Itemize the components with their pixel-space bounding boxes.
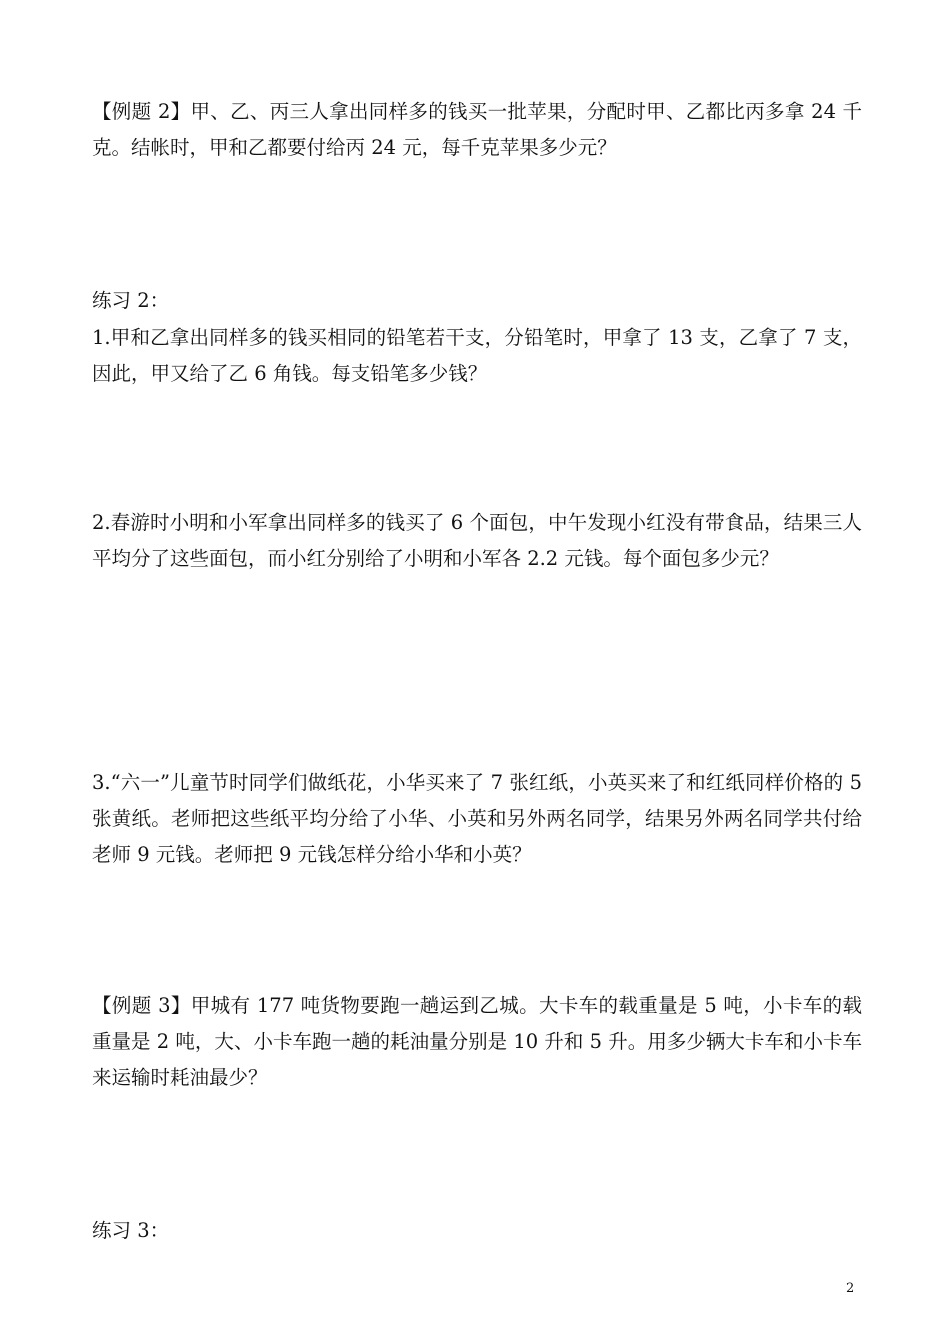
exercise-2-question-3: 3.“六一”儿童节时同学们做纸花，小华买来了 7 张红纸，小英买来了和红纸同样价格的 5 张黄纸。老师把这些纸平均分给了小华、小英和另外两名同学，结果另外两名同学共付给老师 9 元钱。老师把 9 元钱怎样分给小华和小英？ — [92, 771, 862, 866]
exercise-2-question-1: 1.甲和乙拿出同样多的钱买相同的铅笔若干支，分铅笔时，甲拿了 13 支，乙拿了 7 支，因此，甲又给了乙 6 角钱。每支铅笔多少钱？ — [92, 326, 862, 385]
exercise-2-heading: 练习 2： — [92, 289, 170, 312]
example-2-problem: 【例题 2】甲、乙、丙三人拿出同样多的钱买一批苹果，分配时甲、乙都比丙多拿 24 千克。结帐时，甲和乙都要付给丙 24 元，每千克苹果多少元？ — [92, 100, 862, 159]
exercise-2-question-2: 2.春游时小明和小军拿出同样多的钱买了 6 个面包，中午发现小红没有带食品，结果三人平均分了这些面包，而小红分别给了小明和小军各 2.2 元钱。每个面包多少元？ — [92, 511, 862, 570]
example-3-problem: 【例题 3】甲城有 177 吨货物要跑一趟运到乙城。大卡车的载重量是 5 吨，小卡车的载重量是 2 吨，大、小卡车跑一趟的耗油量分别是 10 升和 5 升。用多少辆大卡车和小卡车来运输时耗油最少？ — [92, 994, 862, 1089]
page-number: 2 — [846, 1281, 855, 1296]
exercise-3-heading: 练习 3： — [92, 1219, 170, 1242]
